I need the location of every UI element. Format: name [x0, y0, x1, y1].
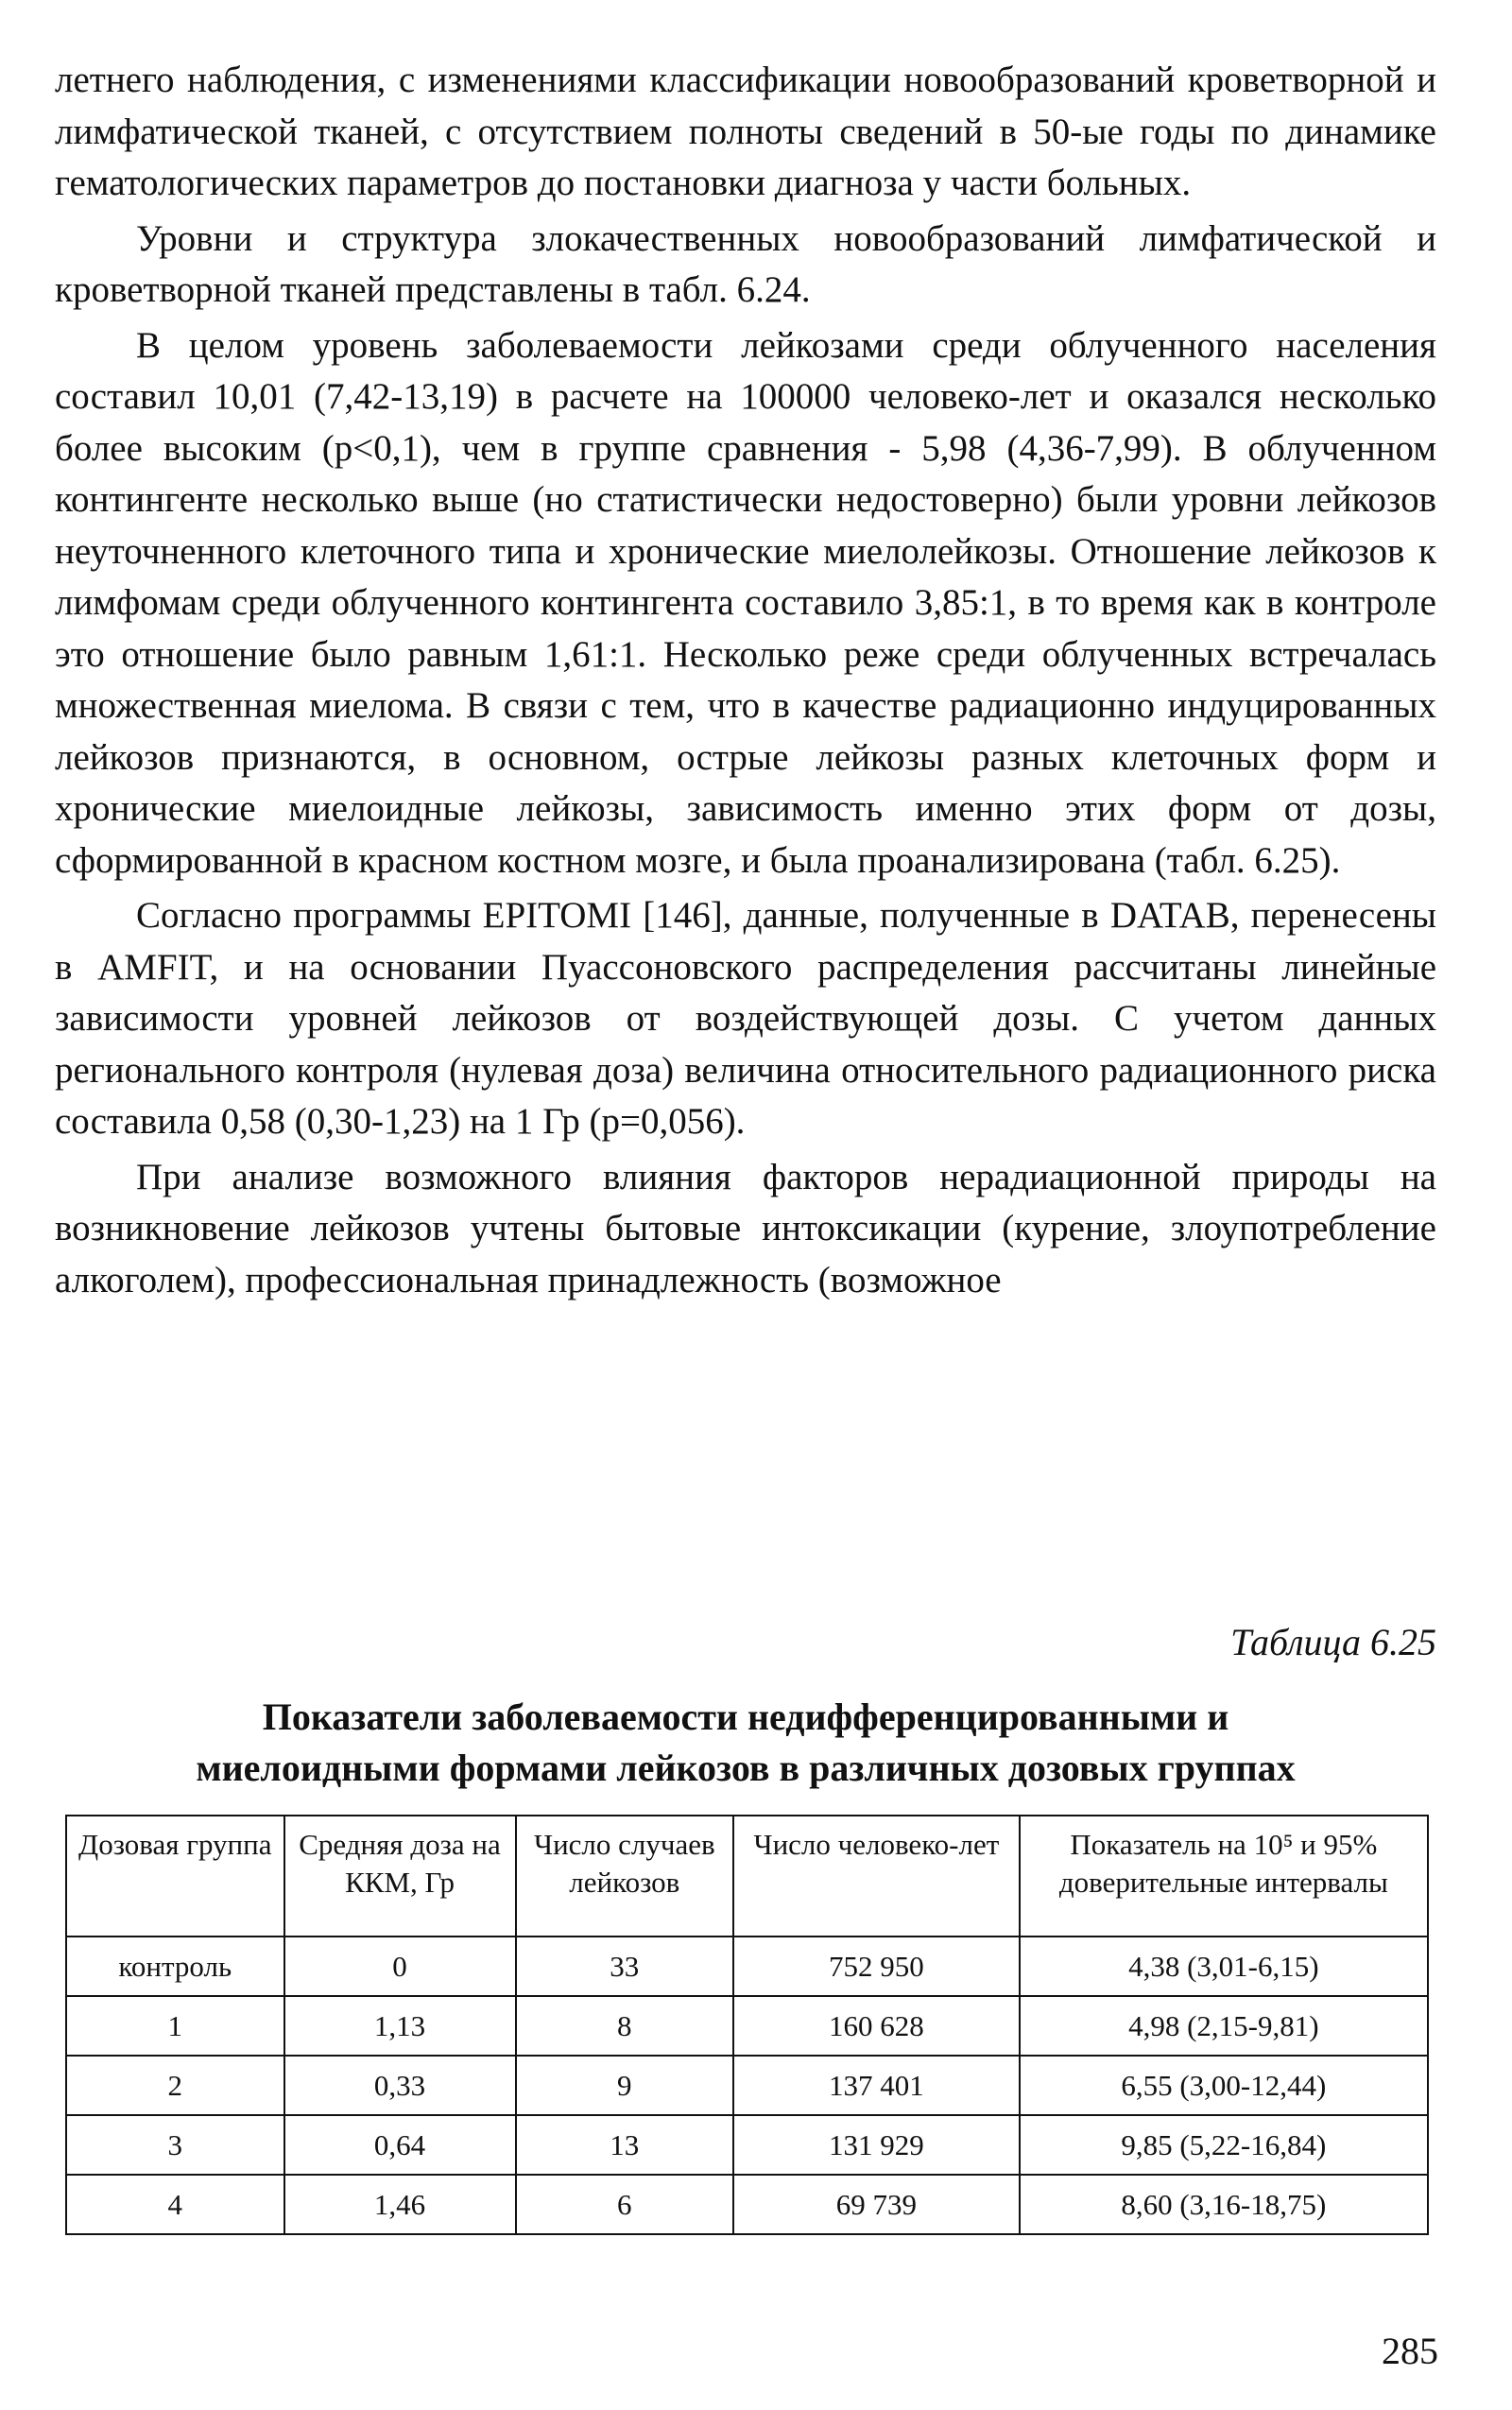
cell-person-years: 752 950	[733, 1937, 1020, 1996]
cell-person-years: 137 401	[733, 2056, 1020, 2115]
table-row	[66, 2115, 1428, 2175]
page-body	[55, 55, 1436, 1310]
table-label: Таблица 6.25	[1230, 1621, 1436, 1663]
cell-rate-ci: 9,85 (5,22-16,84)	[1020, 2115, 1428, 2175]
cell-mean-dose: 1,13	[284, 1996, 516, 2056]
header-person-years: Число человеко-лет	[733, 1816, 1020, 1937]
cell-cases: 13	[516, 2115, 734, 2175]
cell-mean-dose: 1,46	[284, 2175, 516, 2234]
cell-dose-group: 4	[66, 2175, 284, 2234]
table-title	[55, 1692, 1436, 1794]
cell-cases: 9	[516, 2056, 734, 2115]
table-title-line-1: Показатели заболеваемости недифференцированными и	[262, 1696, 1229, 1738]
cell-person-years: 160 628	[733, 1996, 1020, 2056]
paragraph-3: В целом уровень заболеваемости лейкозами среди облученного населения составил 10,01 (7,42-13,19) в расчете на 100000 человеко-лет и оказался несколько более высоким (p<0,1), чем в группе сравнения - 5,98 (4,36-7,99). В облученном контингенте несколько выше (но статистически недостоверно) были уровни лейкозов неуточненного клеточного типа и хронические миелолейкозы. Отношение лейкозов к лимфомам среди облученного контингента составило 3,85:1, в то время как в контроле это отношение было равным 1,61:1. Несколько реже среди облученных встречалась множественная миелома. В связи с тем, что в качестве радиационно индуцированных лейкозов признаются, в основном, острые лейкозы разных клеточных форм и хронические миелоидные лейкозы, зависимость именно этих форм от дозы, сформированной в красном костном мозге, и была проанализирована (табл. 6.25).	[55, 324, 1436, 881]
data-table	[65, 1815, 1429, 2235]
header-mean-dose: Средняя доза на ККМ, Гр	[284, 1816, 516, 1937]
cell-dose-group: 1	[66, 1996, 284, 2056]
cell-person-years: 131 929	[733, 2115, 1020, 2175]
cell-dose-group: 3	[66, 2115, 284, 2175]
paragraph-2: Уровни и структура злокачественных новообразований лимфатической и кроветворной тканей представлены в табл. 6.24.	[55, 217, 1436, 310]
cell-cases: 33	[516, 1937, 734, 1996]
table-header-row	[66, 1816, 1428, 1937]
table-row	[66, 1996, 1428, 2056]
page-number: 285	[1382, 2330, 1438, 2372]
header-cases: Число случаев лейкозов	[516, 1816, 734, 1937]
table-row	[66, 1937, 1428, 1996]
table-row	[66, 2056, 1428, 2115]
cell-mean-dose: 0	[284, 1937, 516, 1996]
header-rate-ci: Показатель на 10⁵ и 95% доверительные интервалы	[1020, 1816, 1428, 1937]
paragraph-1: летнего наблюдения, с изменениями классификации новообразований кроветворной и лимфатической тканей, с отсутствием полноты сведений в 50-ые годы по динамике гематологических параметров до постановки диагноза у части больных.	[55, 60, 1436, 203]
cell-rate-ci: 6,55 (3,00-12,44)	[1020, 2056, 1428, 2115]
table-row	[66, 2175, 1428, 2234]
cell-rate-ci: 4,38 (3,01-6,15)	[1020, 1937, 1428, 1996]
cell-cases: 6	[516, 2175, 734, 2234]
cell-mean-dose: 0,64	[284, 2115, 516, 2175]
paragraph-5: При анализе возможного влияния факторов нерадиационной природы на возникновение лейкозов учтены бытовые интоксикации (курение, злоупотребление алкоголем), профессиональная принадлежность (возможное	[55, 1156, 1436, 1300]
cell-rate-ci: 8,60 (3,16-18,75)	[1020, 2175, 1428, 2234]
cell-mean-dose: 0,33	[284, 2056, 516, 2115]
header-dose-group: Дозовая группа	[66, 1816, 284, 1937]
cell-rate-ci: 4,98 (2,15-9,81)	[1020, 1996, 1428, 2056]
paragraph-4: Согласно программы EPITOMI [146], данные, полученные в DATAB, перенесены в AMFIT, и на основании Пуассоновского распределения рассчитаны линейные зависимости уровней лейкозов от воздействующей дозы. С учетом данных регионального контроля (нулевая доза) величина относительного радиационного риска составила 0,58 (0,30-1,23) на 1 Гр (p=0,056).	[55, 895, 1436, 1142]
cell-person-years: 69 739	[733, 2175, 1020, 2234]
table-title-line-2: миелоидными формами лейкозов в различных дозовых группах	[196, 1747, 1296, 1789]
cell-dose-group: 2	[66, 2056, 284, 2115]
cell-dose-group: контроль	[66, 1937, 284, 1996]
cell-cases: 8	[516, 1996, 734, 2056]
